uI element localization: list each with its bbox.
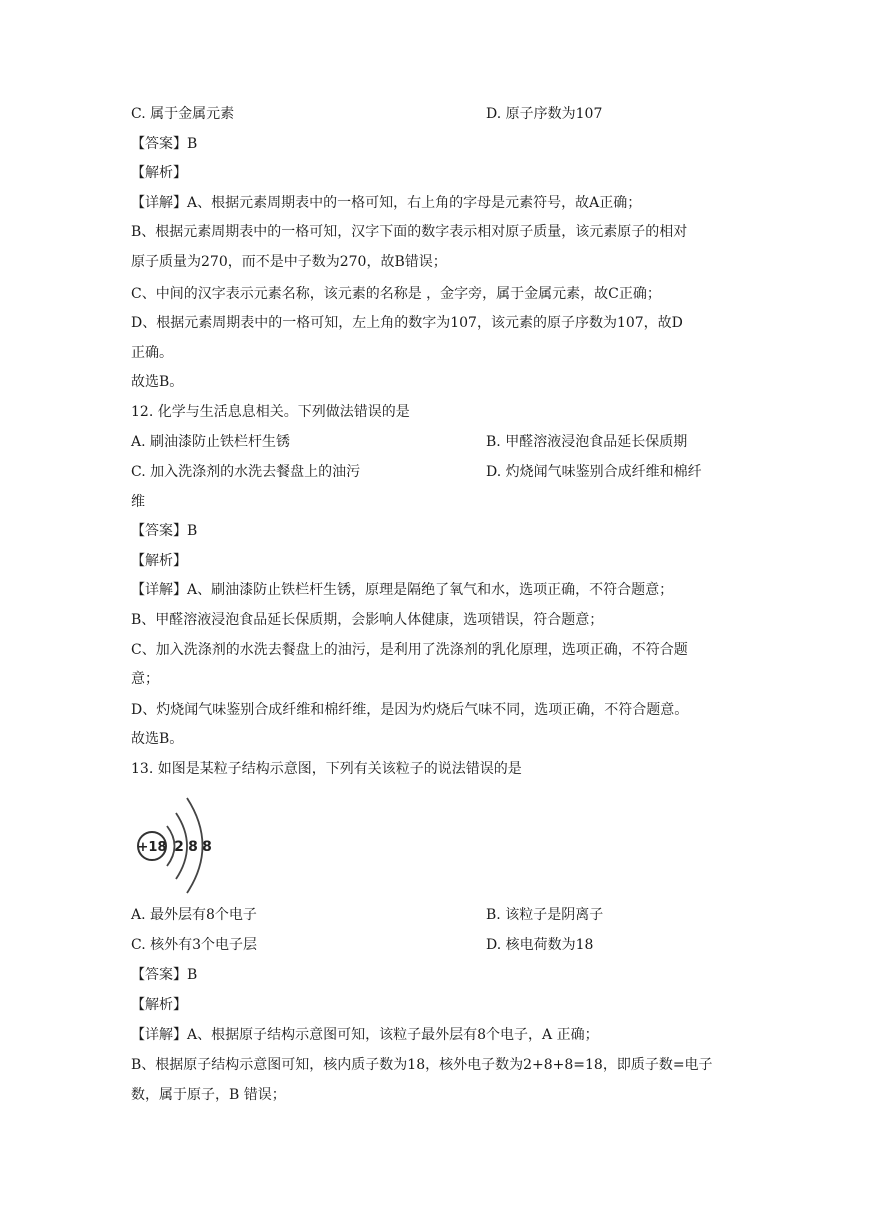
shell-3-electrons: 8 xyxy=(202,839,212,855)
explanation-line: B、甲醛溶液浸泡食品延长保质期，会影响人体健康，选项错误，符合题意； xyxy=(131,612,604,628)
shell-2-electrons: 8 xyxy=(188,839,198,855)
option-d-q13: D. 核电荷数为18 xyxy=(486,937,594,953)
analysis-heading-q11: 【解析】 xyxy=(131,165,187,181)
explanation-line: 正确。 xyxy=(131,345,173,361)
option-c-q13: C. 核外有3个电子层 xyxy=(131,937,258,953)
analysis-heading-q13: 【解析】 xyxy=(131,997,187,1013)
explanation-line: 【详解】A、根据原子结构示意图可知，该粒子最外层有8个电子，A 正确； xyxy=(131,1027,599,1043)
conclusion-q11: 故选B。 xyxy=(131,374,184,390)
explanation-line: B、根据原子结构示意图可知，核内质子数为18，核外电子数为2+8+8=18，即质子数=电子 xyxy=(131,1057,713,1073)
explanation-line: C、加入洗涤剂的水洗去餐盘上的油污，是利用了洗涤剂的乳化原理，选项正确，不符合题 xyxy=(131,642,688,658)
explanation-line: 【详解】A、刷油漆防止铁栏杆生锈，原理是隔绝了氧气和水，选项正确，不符合题意； xyxy=(131,582,674,598)
option-d-q12: D. 灼烧闻气味鉴别合成纤维和棉纤 xyxy=(486,464,702,480)
option-c-q11: C. 属于金属元素 xyxy=(131,106,235,122)
conclusion-q12: 故选B。 xyxy=(131,731,184,747)
shell-1-electrons: 2 xyxy=(174,839,184,855)
analysis-heading-q12: 【解析】 xyxy=(131,553,187,569)
explanation-line: C、中间的汉字表示元素名称，该元素的名称是 ，金字旁，属于金属元素，故C正确； xyxy=(131,286,661,302)
answer-q13: 【答案】B xyxy=(131,967,198,983)
answer-q12: 【答案】B xyxy=(131,523,198,539)
explanation-line: B、根据元素周期表中的一格可知，汉字下面的数字表示相对原子质量，该元素原子的相对 xyxy=(131,224,688,240)
option-b-q12: B. 甲醛溶液浸泡食品延长保质期 xyxy=(486,434,688,450)
question-13-stem: 13. 如图是某粒子结构示意图，下列有关该粒子的说法错误的是 xyxy=(131,761,522,777)
explanation-line: D、根据元素周期表中的一格可知，左上角的数字为107，该元素的原子序数为107，故D xyxy=(131,315,683,331)
explanation-line: 原子质量为270，而不是中子数为270，故B错误； xyxy=(131,254,447,270)
option-a-q13: A. 最外层有8个电子 xyxy=(131,907,257,923)
atom-structure-diagram xyxy=(130,793,220,895)
option-c-q12: C. 加入洗涤剂的水洗去餐盘上的油污 xyxy=(131,464,361,480)
option-b-q13: B. 该粒子是阴离子 xyxy=(486,907,604,923)
nucleus-charge: +18 xyxy=(137,840,167,855)
explanation-line: D、灼烧闻气味鉴别合成纤维和棉纤维，是因为灼烧后气味不同，选项正确，不符合题意。 xyxy=(131,702,689,718)
option-d-q12-continued: 维 xyxy=(131,494,145,510)
question-12-stem: 12. 化学与生活息息相关。下列做法错误的是 xyxy=(131,404,410,420)
explanation-line: 数，属于原子，B 错误； xyxy=(131,1087,286,1103)
explanation-line: 【详解】A、根据元素周期表中的一格可知，右上角的字母是元素符号，故A正确； xyxy=(131,195,642,211)
answer-q11: 【答案】B xyxy=(131,136,198,152)
explanation-line: 意； xyxy=(131,671,159,687)
option-d-q11: D. 原子序数为107 xyxy=(486,106,603,122)
option-a-q12: A. 刷油漆防止铁栏杆生锈 xyxy=(131,434,291,450)
